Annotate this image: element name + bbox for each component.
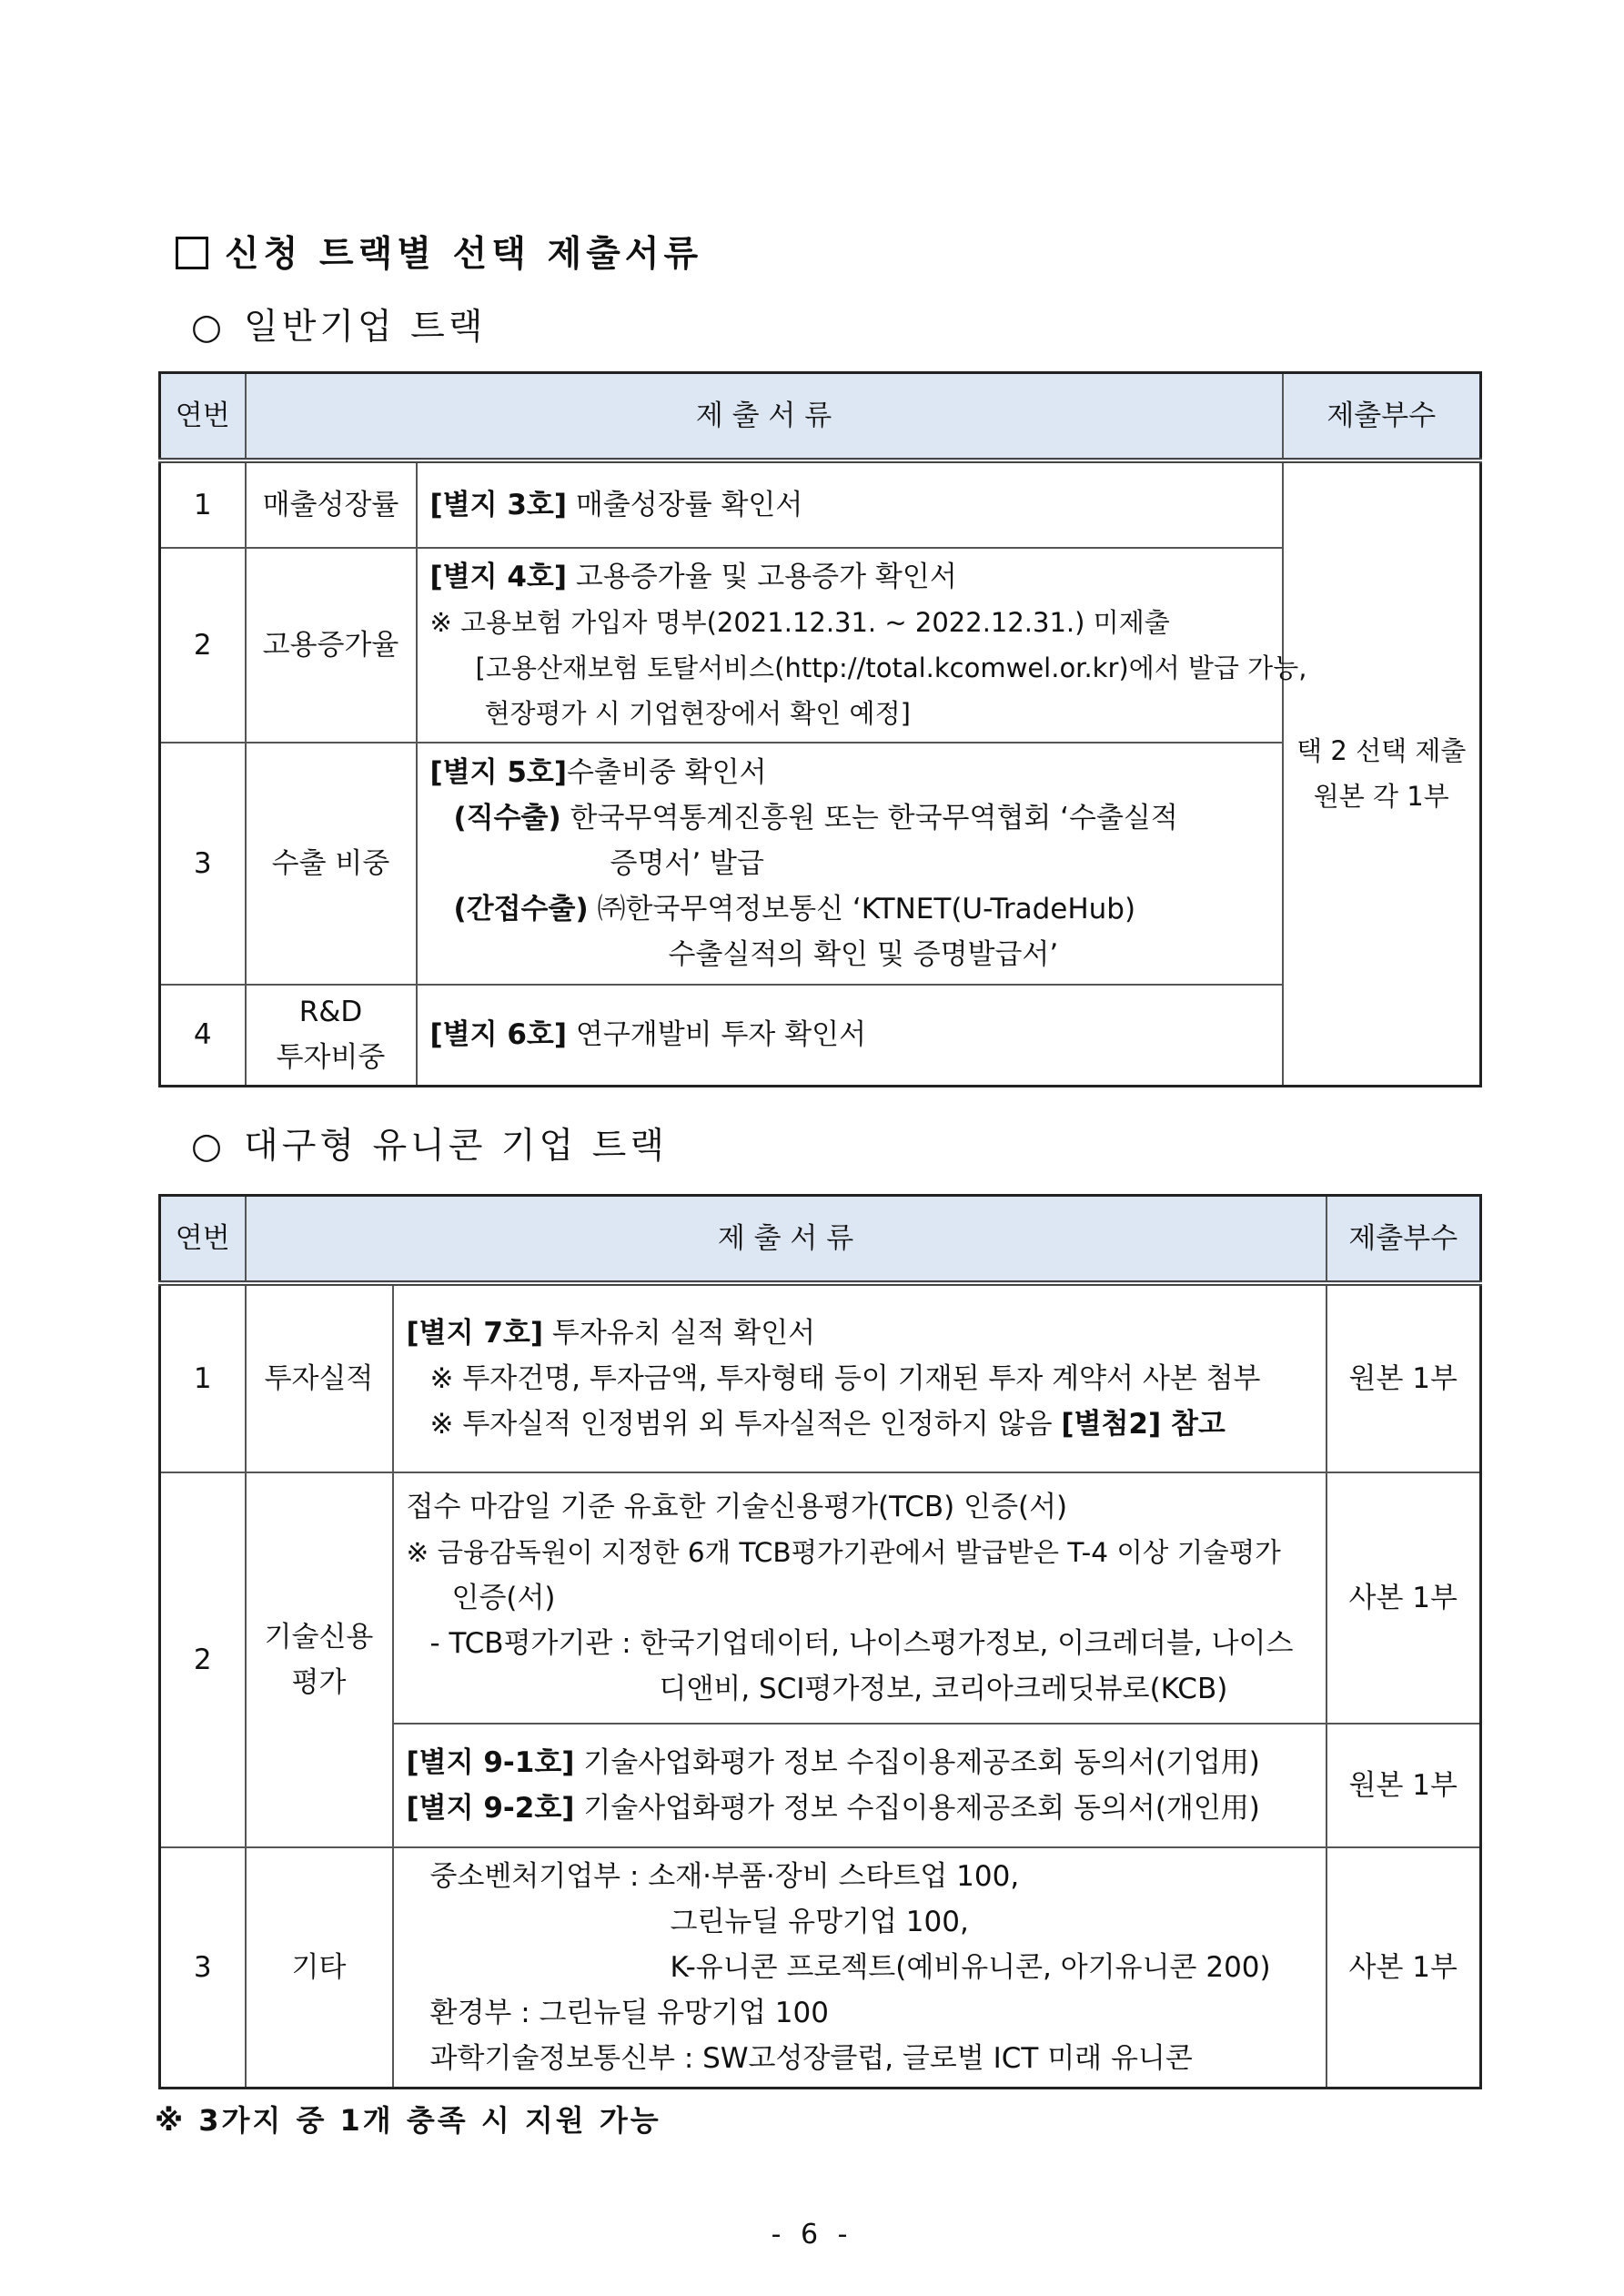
row-copies: 원본 1부 — [1326, 1724, 1481, 1847]
general-track-heading-text: 일반기업 트랙 — [244, 307, 487, 348]
row-no: 2 — [160, 548, 246, 743]
header-docs: 제 출 서 류 — [246, 1196, 1326, 1283]
row-copies: 사본 1부 — [1326, 1472, 1481, 1724]
row-copies-note: 택 2 선택 제출 원본 각 1부 — [1283, 460, 1481, 1087]
row-item: 기타 — [246, 1847, 393, 2089]
section-title-text: 신청 트랙별 선택 제출서류 — [225, 234, 703, 275]
unicorn-track-heading — [191, 1118, 668, 1168]
table-row — [160, 1283, 1481, 1472]
page-number: - 6 - — [771, 2219, 853, 2250]
header-no: 연번 — [160, 1196, 246, 1283]
row-docs: 중소벤처기업부 : 소재·부품·장비 스타트업 100, 그린뉴딜 유망기업 100, K-유니콘 프로젝트(예비유니콘, 아기유니콘 200) 환경부 : 그린뉴딜 유망기업 100 과학기술정보통신부 : SW고성장클럽, 글로벌 ICT 미래 유니콘 — [393, 1847, 1326, 2089]
unicorn-track-heading-text: 대구형 유니콘 기업 트랙 — [244, 1126, 668, 1167]
row-no: 1 — [160, 1283, 246, 1472]
row-copies: 사본 1부 — [1326, 1847, 1481, 2089]
table-row — [160, 460, 1481, 548]
row-no: 3 — [160, 743, 246, 985]
general-track-heading — [191, 298, 486, 349]
table-row — [160, 1472, 1481, 1724]
header-copies: 제출부수 — [1326, 1196, 1481, 1283]
row-item: 매출성장률 — [246, 460, 417, 548]
general-track-table — [158, 371, 1482, 1087]
row-item: R&D 투자비중 — [246, 985, 417, 1087]
footnote: ※ 3가지 중 1개 충족 시 지원 가능 — [155, 2103, 661, 2138]
row-docs: 접수 마감일 기준 유효한 기술신용평가(TCB) 인증(서) ※ 금융감독원이 지정한 6개 TCB평가기관에서 발급받은 T-4 이상 기술평가 인증(서) - TCB평가기관 : 한국기업데이터, 나이스평가정보, 이크레더블, 나이스 디앤비, SCI평가정보, 코리아크레딧뷰로(KCB) — [393, 1472, 1326, 1724]
row-no: 1 — [160, 460, 246, 548]
row-no: 2 — [160, 1472, 246, 1847]
checkbox-square-icon — [176, 237, 208, 269]
row-item: 기술신용 평가 — [246, 1472, 393, 1847]
row-no: 4 — [160, 985, 246, 1087]
row-docs: [별지 3호] 매출성장률 확인서 — [417, 460, 1283, 548]
header-no: 연번 — [160, 373, 246, 460]
table-header-row — [160, 373, 1481, 460]
header-docs: 제 출 서 류 — [246, 373, 1283, 460]
table-row — [160, 1847, 1481, 2089]
section-title — [176, 226, 702, 277]
row-item: 수출 비중 — [246, 743, 417, 985]
circle-bullet-icon: ○ — [191, 307, 227, 348]
row-item: 투자실적 — [246, 1283, 393, 1472]
row-item: 고용증가율 — [246, 548, 417, 743]
row-docs: [별지 6호] 연구개발비 투자 확인서 — [417, 985, 1283, 1087]
unicorn-track-table — [158, 1194, 1482, 2089]
row-docs: [별지 4호] 고용증가율 및 고용증가 확인서 ※ 고용보험 가입자 명부(2021.12.31. ~ 2022.12.31.) 미제출 [고용산재보험 토탈서비스(http://total.kcomwel.or.kr)에서 발급 가능, 현장평가 시 기업현장에서 확인 예정] — [417, 548, 1283, 743]
row-docs: [별지 5호]수출비중 확인서 (직수출) 한국무역통계진흥원 또는 한국무역협회 ‘수출실적 증명서’ 발급 (간접수출) ㈜한국무역정보통신 ‘KTNET(U-TradeHub) 수출실적의 확인 및 증명발급서’ — [417, 743, 1283, 985]
row-no: 3 — [160, 1847, 246, 2089]
row-docs: [별지 7호] 투자유치 실적 확인서 ※ 투자건명, 투자금액, 투자형태 등이 기재된 투자 계약서 사본 첨부 ※ 투자실적 인정범위 외 투자실적은 인정하지 않음 [별첨2] 참고 — [393, 1283, 1326, 1472]
row-docs: [별지 9-1호] 기술사업화평가 정보 수집이용제공조회 동의서(기업用) [별지 9-2호] 기술사업화평가 정보 수집이용제공조회 동의서(개인用) — [393, 1724, 1326, 1847]
row-copies: 원본 1부 — [1326, 1283, 1481, 1472]
table-header-row — [160, 1196, 1481, 1283]
header-copies: 제출부수 — [1283, 373, 1481, 460]
circle-bullet-icon: ○ — [191, 1126, 227, 1167]
